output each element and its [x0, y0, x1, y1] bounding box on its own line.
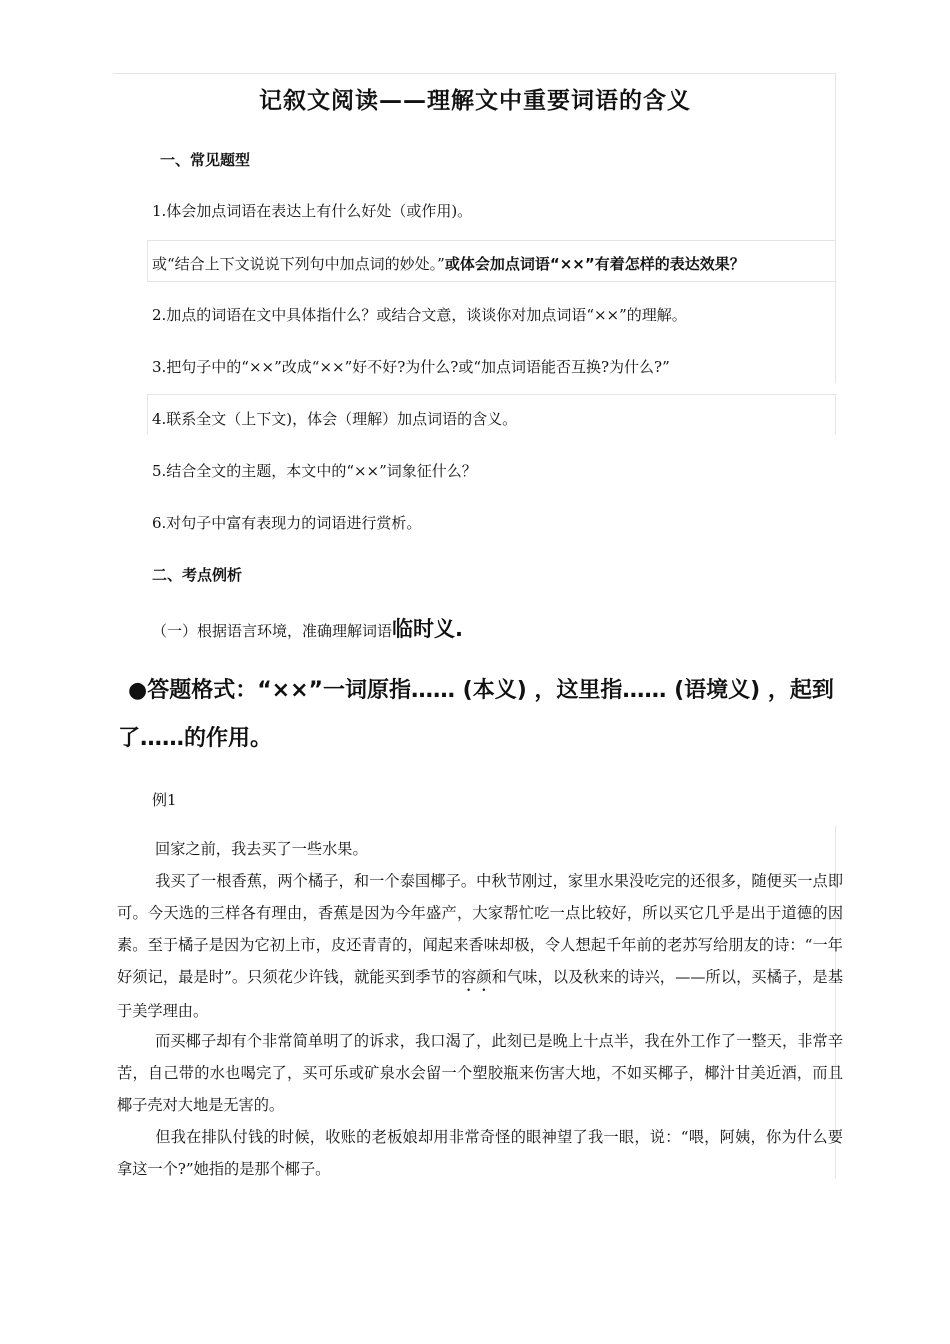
- question-item-2: 2.加点的词语在文中具体指什么？或结合文意，谈谈你对加点词语“××”的理解。: [152, 306, 687, 324]
- answer-format-line1: ●答题格式：“××”一词原指…… (本义) ，这里指…… (语境义) ，起到: [128, 678, 834, 703]
- passage-p2b: 和气味，以及秋来的诗兴，——所以，买橘子，是基于美学理由。: [117, 968, 844, 1020]
- passage-p2a: 我买了一根香蕉，两个橘子，和一个泰国椰子。中秋节刚过，家里水果没吃完的还很多，随便买一点即可。今天选的三样各有理由，香蕉是因为今年盛产，大家帮忙吃一点比较好，所以买它几乎是出于道德的因素。至于橘子是因为它初上市，皮还青青的，闻起来香味却极，令人想起千年前的老苏写给朋友的诗：“一年好须记，最是时”。只须花少许钱，就能买到季节的: [117, 872, 843, 986]
- passage-p3: [117, 1025, 843, 1121]
- subsection-big: 临时义.: [392, 617, 463, 641]
- question-item-4: 4.联系全文（上下文)，体会（理解）加点词语的含义。: [152, 410, 518, 428]
- question-item-1-extra: [152, 253, 745, 274]
- box-rule-top: [147, 240, 835, 241]
- top-rule: [113, 73, 835, 74]
- box-rule-left: [147, 240, 148, 282]
- passage-p4-text: 但我在排队付钱的时候，收账的老板娘却用非常奇怪的眼神望了我一眼，说：“喂，阿姨，你为什么要拿这一个?”她指的是那个椰子。: [117, 1128, 843, 1178]
- passage-p4: [117, 1121, 843, 1185]
- item1-extra-normal: 或“结合上下文说说下列句中加点词的妙处。”: [152, 255, 445, 273]
- page-title: 记叙文阅读——理解文中重要词语的含义: [259, 88, 691, 114]
- section1-heading: 一、常见题型: [160, 151, 251, 169]
- question-item-6: 6.对句子中富有表现力的词语进行赏析。: [152, 514, 422, 532]
- passage-p3-text: 而买椰子却有个非常简单明了的诉求，我口渴了，此刻已是晚上十点半，我在外工作了一整天，非常辛苦，自己带的水也喝完了，买可乐或矿泉水会留一个塑胶瓶来伤害大地，不如买椰子，椰汁甘美近酒，而且椰子壳对大地是无害的。: [117, 1032, 843, 1114]
- subsection-small: （一）根据语言环境，准确理解词语: [152, 622, 393, 640]
- box-rule-bottom: [147, 281, 835, 282]
- section2-heading: 二、考点例析: [152, 566, 243, 584]
- example-label: 例1: [152, 791, 177, 809]
- passage-p2: [117, 865, 843, 1027]
- item4-rule-right: [835, 394, 836, 434]
- question-item-5: 5.结合全文的主题，本文中的“××”词象征什么？: [152, 462, 477, 480]
- passage-dotted-word: 容颜: [461, 968, 492, 986]
- question-item-1: 1.体会加点词语在表达上有什么好处（或作用)。: [152, 202, 473, 220]
- question-item-3: 3.把句子中的“××”改成“××”好不好?为什么?或“加点词语能否互换?为什么?”: [152, 358, 670, 376]
- subsection-heading: [152, 613, 463, 643]
- passage-p1: [117, 833, 843, 865]
- item4-rule-left: [147, 394, 148, 434]
- item4-rule-top: [147, 394, 835, 395]
- item1-extra-bold: 或体会加点词语“××”有着怎样的表达效果？: [444, 255, 745, 273]
- answer-format-line2: 了……的作用。: [118, 726, 273, 751]
- passage-p1-text: 回家之前，我去买了一些水果。: [155, 840, 368, 858]
- right-rule: [835, 73, 836, 383]
